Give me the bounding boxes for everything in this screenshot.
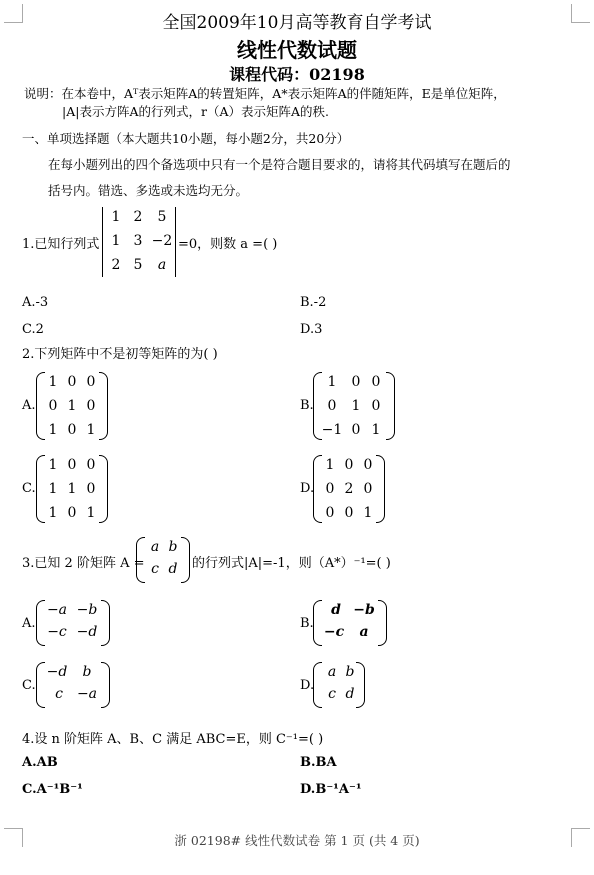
matrix-cell: 1: [48, 457, 58, 473]
matrix-cell: 0: [67, 505, 77, 521]
corner-mark: [571, 4, 590, 23]
page-footer: 浙 02198# 线性代数试卷 第 1 页 (共 4 页): [174, 833, 420, 848]
q2-matrix-d: [313, 455, 385, 523]
q3-given-matrix: [136, 537, 190, 583]
q3-label-a: A.: [22, 616, 36, 631]
q4-stem: 4.设 n 阶矩阵 A、B、C 满足 ABC=E，则 C⁻¹=( ): [22, 732, 324, 747]
matrix-cell: 0: [48, 398, 58, 414]
matrix-cell: c: [55, 686, 63, 702]
matrix-cell: −b: [353, 602, 375, 618]
course-code: 课程代码：02198: [229, 65, 365, 84]
det-cell: a: [157, 257, 167, 273]
det-cell: 5: [133, 257, 143, 273]
matrix-cell: 1: [86, 422, 96, 438]
det-cell: 1: [111, 233, 121, 249]
matrix-cell: 1: [363, 505, 373, 521]
matrix-cell: 0: [327, 398, 337, 414]
matrix-cell: 0: [67, 457, 77, 473]
q2-stem: 2.下列矩阵中不是初等矩阵的为( ): [22, 347, 218, 362]
matrix-cell: b: [82, 664, 92, 680]
instruction-line-1: 在每小题列出的四个备选项中只有一个是符合题目要求的，请将其代码填写在题后的: [48, 157, 511, 172]
matrix-cell: 0: [344, 457, 354, 473]
det-cell: 3: [133, 233, 143, 249]
q2-label-a: A.: [22, 398, 36, 413]
matrix-cell: −b: [76, 602, 98, 618]
det-cell: 2: [111, 257, 121, 273]
q1-suffix: =0，则数 a =( ): [178, 237, 278, 252]
matrix-cell: 0: [371, 374, 381, 390]
matrix-cell: b: [345, 664, 355, 680]
matrix-cell: 0: [67, 422, 77, 438]
matrix-cell: 1: [371, 422, 381, 438]
det-cell: 2: [133, 209, 143, 225]
q4-option-a: A.AB: [22, 755, 58, 770]
q1-option-c: C.2: [22, 322, 44, 337]
matrix-cell: −d: [46, 664, 68, 680]
matrix-cell: c: [328, 686, 336, 702]
section-heading: 一、单项选择题（本大题共10小题，每小题2分，共20分）: [22, 131, 350, 146]
matrix-cell: 0: [363, 457, 373, 473]
q3-prefix: 3.已知 2 阶矩阵 A =: [22, 556, 145, 571]
q3-matrix-b: [313, 600, 387, 646]
matrix-cell: 1: [86, 505, 96, 521]
matrix-cell: d: [168, 561, 178, 577]
q2-matrix-b: [313, 372, 395, 440]
q2-matrix-a: [36, 372, 108, 440]
q3-matrix-a: [36, 600, 110, 646]
q1-determinant: [102, 207, 176, 277]
matrix-cell: −d: [76, 624, 98, 640]
q1-option-b: B.-2: [300, 295, 327, 310]
matrix-cell: 0: [86, 481, 96, 497]
matrix-cell: −1: [321, 422, 343, 438]
matrix-cell: 1: [48, 481, 58, 497]
matrix-cell: 1: [48, 422, 58, 438]
matrix-cell: 0: [86, 374, 96, 390]
q3-matrix-d: [313, 662, 365, 708]
matrix-cell: b: [168, 539, 178, 555]
matrix-cell: 1: [48, 374, 58, 390]
q1-option-d: D.3: [300, 322, 323, 337]
matrix-cell: 2: [344, 481, 354, 497]
q3-suffix: 的行列式|A|=-1，则（A*）⁻¹=( ): [192, 556, 391, 571]
det-cell: 1: [111, 209, 121, 225]
instruction-line-2: 括号内。错选、多选或未选均无分。: [48, 183, 249, 198]
matrix-cell: 0: [344, 505, 354, 521]
matrix-cell: −a: [76, 686, 98, 702]
q3-label-d: D.: [300, 678, 315, 693]
q2-label-d: D.: [300, 481, 315, 496]
matrix-cell: 1: [67, 481, 77, 497]
matrix-cell: d: [331, 602, 341, 618]
matrix-cell: a: [327, 664, 337, 680]
matrix-cell: a: [359, 624, 369, 640]
matrix-cell: −c: [323, 624, 345, 640]
q4-option-d: D.B⁻¹A⁻¹: [300, 782, 362, 797]
matrix-cell: 0: [363, 481, 373, 497]
matrix-cell: 0: [371, 398, 381, 414]
q3-matrix-c: [36, 662, 110, 708]
q3-label-c: C.: [22, 678, 36, 693]
matrix-cell: 1: [325, 457, 335, 473]
matrix-cell: c: [151, 561, 159, 577]
q2-label-b: B.: [300, 398, 314, 413]
exam-title: 全国2009年10月高等教育自学考试: [162, 13, 432, 33]
q2-label-c: C.: [22, 481, 36, 496]
note-line-2: |A|表示方阵A的行列式，r（A）表示矩阵A的秩.: [62, 104, 329, 119]
corner-mark: [4, 4, 23, 23]
matrix-cell: 1: [327, 374, 337, 390]
subject-title: 线性代数试题: [237, 38, 357, 62]
matrix-cell: 1: [67, 398, 77, 414]
matrix-cell: 0: [351, 374, 361, 390]
q2-matrix-c: [36, 455, 108, 523]
q4-option-b: B.BA: [300, 755, 337, 770]
matrix-cell: d: [345, 686, 355, 702]
q1-prefix: 1.已知行列式: [22, 237, 100, 252]
q1-option-a: A.-3: [22, 295, 49, 310]
det-cell: 5: [157, 209, 167, 225]
matrix-cell: a: [150, 539, 160, 555]
matrix-cell: 1: [351, 398, 361, 414]
matrix-cell: 0: [325, 505, 335, 521]
matrix-cell: −a: [46, 602, 68, 618]
matrix-cell: 0: [325, 481, 335, 497]
matrix-cell: 0: [86, 398, 96, 414]
note-line-1: 说明：在本卷中，Aᵀ表示矩阵A的转置矩阵，A*表示矩阵A的伴随矩阵，E是单位矩阵，: [24, 86, 506, 101]
det-cell: −2: [151, 233, 173, 249]
matrix-cell: 0: [67, 374, 77, 390]
matrix-cell: 1: [48, 505, 58, 521]
matrix-cell: −c: [47, 624, 67, 640]
matrix-cell: 0: [86, 457, 96, 473]
matrix-cell: 0: [351, 422, 361, 438]
q3-label-b: B.: [300, 616, 314, 631]
q4-option-c: C.A⁻¹B⁻¹: [22, 782, 83, 797]
